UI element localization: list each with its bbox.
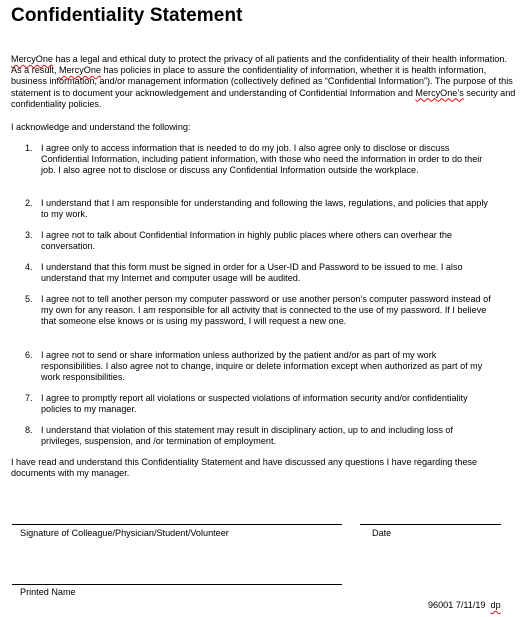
form-number-date: 96001 7/11/19	[428, 600, 486, 610]
item-number: 5.	[25, 294, 33, 304]
org-name: MercyOne	[11, 54, 53, 64]
org-name-possessive: MercyOne’s	[415, 87, 464, 98]
org-name: MercyOne	[59, 65, 101, 76]
date-line	[360, 524, 501, 525]
item-number: 6.	[25, 350, 33, 360]
printed-name-line	[12, 584, 342, 585]
item-number: 7.	[25, 393, 33, 403]
intro-text-1: has a legal and ethical duty to protect the privacy of all patients and the confidentiality of their health information. As a result,	[11, 54, 507, 76]
intro-paragraph	[11, 54, 516, 110]
item-text: I agree not to talk about Confidential Information in highly public places where others can overhear the conversation.	[41, 230, 452, 252]
item-text: I agree not to send or share information unless authorized by the patient and/or as part of my work responsibilities. I also agree not to change, inquire or delete information except when authorized as part of my work responsibilities.	[41, 350, 483, 383]
item-text: I agree to promptly report all violations or suspected violations of information security and/or confidentiality policies to my manager.	[41, 393, 468, 415]
signature-line	[12, 524, 342, 525]
item-number: 2.	[25, 198, 33, 208]
signature-label: Signature of Colleague/Physician/Student/Volunteer	[20, 528, 229, 538]
item-number: 4.	[25, 262, 33, 272]
closing-paragraph: I have read and understand this Confidentiality Statement and have discussed any questions I have regarding these documents with my manager.	[11, 457, 478, 479]
item-number: 8.	[25, 425, 33, 435]
item-text: I understand that violation of this statement may result in disciplinary action, up to and including loss of privileges, suspension, and /or termination of employment.	[41, 425, 453, 447]
footer-initials: dp	[490, 600, 501, 610]
item-number: 3.	[25, 230, 33, 240]
item-text: I agree only to access information that is needed to do my job. I also agree only to disclose or discuss Confidential Information, including patient information, with those who need the information in order to do their job. I also agree not to disclose or discuss any Confidential Information outside the workplace.	[41, 143, 483, 176]
footer-code	[428, 600, 501, 610]
intro-text-2: has policies in place to assure the confidentiality of information, whether it is health information, business information, and/or management information (collectively defined as “Confidential Information”). The purpose of this statement is to document your acknowledgement and understanding of Confidential Information and	[11, 65, 513, 98]
intro-text-3: security and confidentiality policies.	[11, 87, 516, 109]
printed-name-label: Printed Name	[20, 587, 76, 597]
acknowledge-heading: I acknowledge and understand the following:	[11, 122, 191, 132]
item-number: 1.	[25, 143, 33, 153]
item-text: I understand that I am responsible for understanding and following the laws, regulations, and policies that apply to my work.	[41, 198, 488, 220]
date-label: Date	[372, 528, 392, 538]
document-title: Confidentiality Statement	[11, 5, 243, 26]
item-text: I understand that this form must be signed in order for a User-ID and Password to be issued to me. I also understand that my Internet and computer usage will be audited.	[41, 262, 463, 284]
item-text: I agree not to tell another person my computer password or use another person’s computer password instead of my own for any reason. I am responsible for all activity that is connected to the use of my password. If I believe that someone else knows or is using my password, I will request a new one.	[41, 294, 491, 327]
